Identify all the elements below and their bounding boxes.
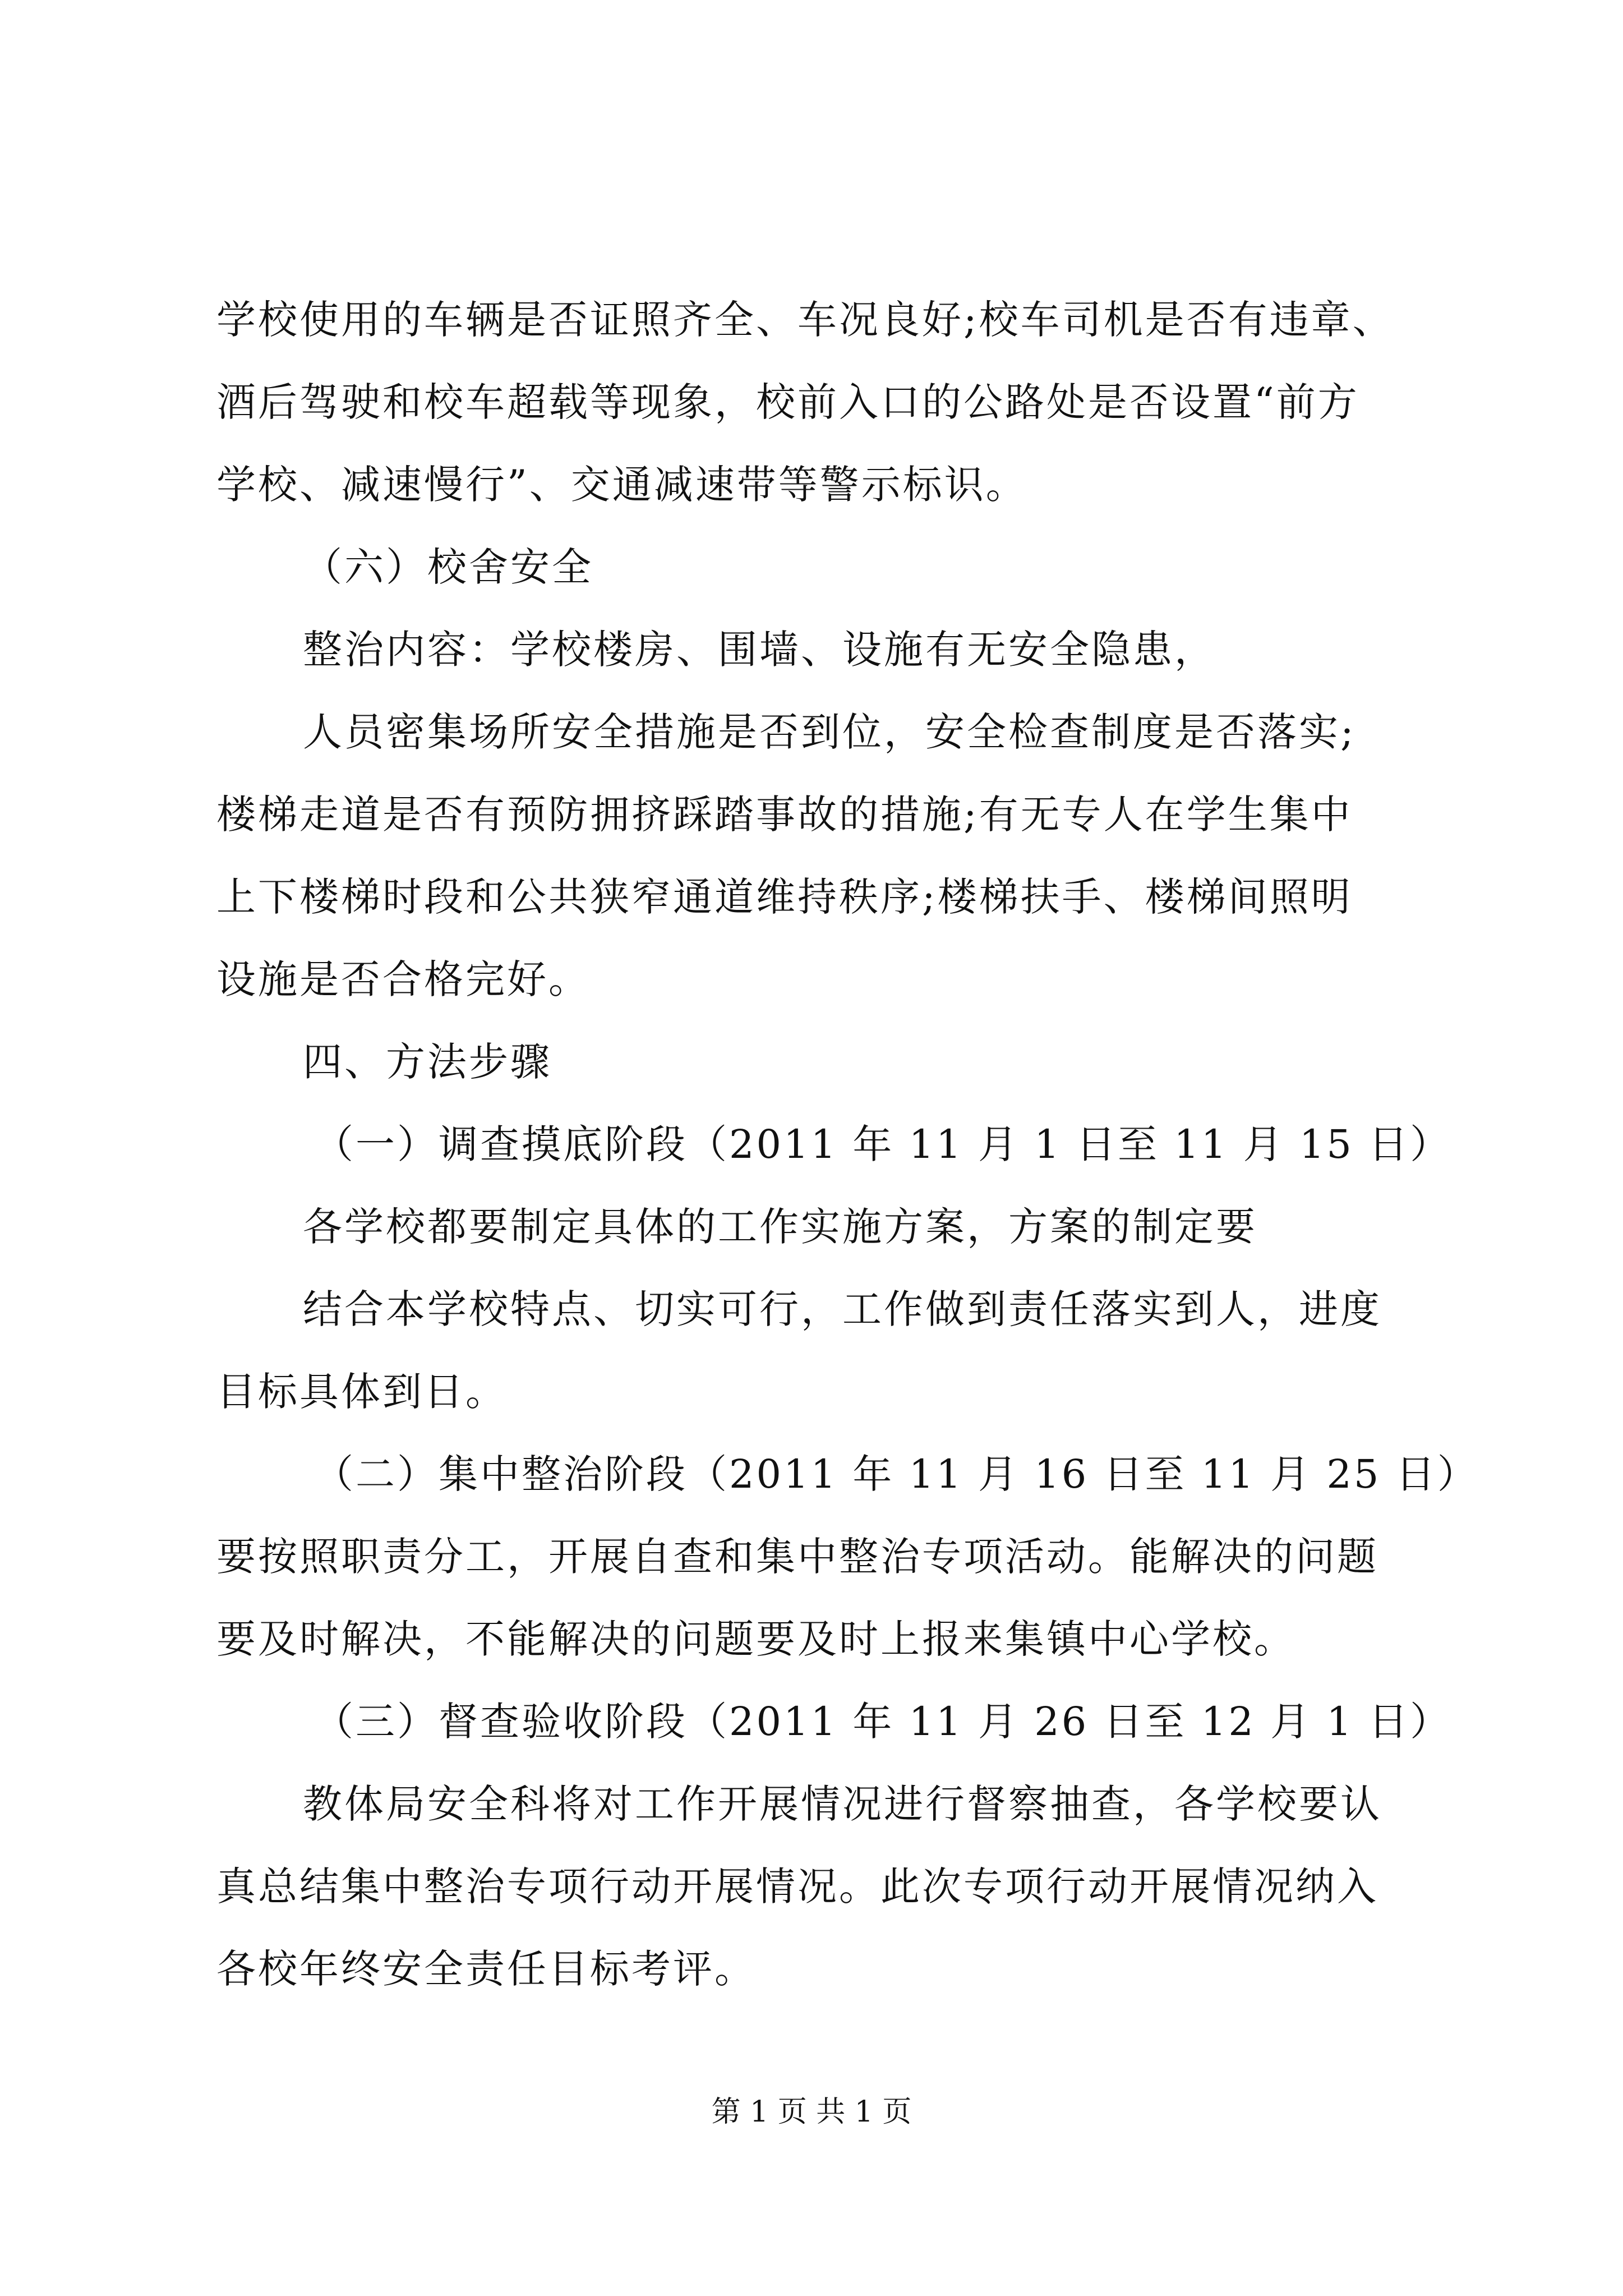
paragraph-line: 整治内容：学校楼房、围墙、设施有无安全隐患， bbox=[303, 627, 1216, 673]
paragraph-line: 教体局安全科将对工作开展情况进行督察抽查，各学校要认 bbox=[303, 1781, 1382, 1827]
paragraph-line: 楼梯走道是否有预防拥挤踩踏事故的措施;有无专人在学生集中 bbox=[216, 792, 1353, 838]
page-number-footer: 第 1 页 共 1 页 bbox=[711, 2095, 912, 2129]
paragraph-line: 上下楼梯时段和公共狭窄通道维持秩序;楼梯扶手、楼梯间照明 bbox=[216, 874, 1353, 920]
paragraph-line: 各学校都要制定具体的工作实施方案，方案的制定要 bbox=[303, 1204, 1257, 1250]
paragraph-line: 目标具体到日。 bbox=[216, 1369, 507, 1415]
paragraph-line: 学校、减速慢行”、交通减速带等警示标识。 bbox=[216, 462, 1027, 508]
section-heading: （一）调查摸底阶段（2011 年 11 月 1 日至 11 月 15 日） bbox=[314, 1121, 1452, 1167]
paragraph-line: 各校年终安全责任目标考评。 bbox=[216, 1946, 756, 1992]
paragraph-line: 设施是否合格完好。 bbox=[216, 956, 590, 1002]
section-heading: （六）校舍安全 bbox=[303, 544, 593, 590]
paragraph-line: 真总结集中整治专项行动开展情况。此次专项行动开展情况纳入 bbox=[216, 1864, 1378, 1910]
section-heading: （三）督查验收阶段（2011 年 11 月 26 日至 12 月 1 日） bbox=[314, 1699, 1452, 1745]
paragraph-line: 酒后驾驶和校车超载等现象，校前入口的公路处是否设置“前方 bbox=[216, 379, 1359, 425]
paragraph-line: 要按照职责分工，开展自查和集中整治专项活动。能解决的问题 bbox=[216, 1534, 1378, 1580]
paragraph-line: 要及时解决，不能解决的问题要及时上报来集镇中心学校。 bbox=[216, 1616, 1295, 1662]
paragraph-line: 结合本学校特点、切实可行，工作做到责任落实到人，进度 bbox=[303, 1286, 1382, 1332]
paragraph-line: 人员密集场所安全措施是否到位，安全检查制度是否落实; bbox=[303, 709, 1356, 755]
section-heading: 四、方法步骤 bbox=[303, 1039, 552, 1085]
section-heading: （二）集中整治阶段（2011 年 11 月 16 日至 11 月 25 日） bbox=[314, 1451, 1479, 1497]
paragraph-line: 学校使用的车辆是否证照齐全、车况良好;校车司机是否有违章、 bbox=[216, 297, 1394, 343]
